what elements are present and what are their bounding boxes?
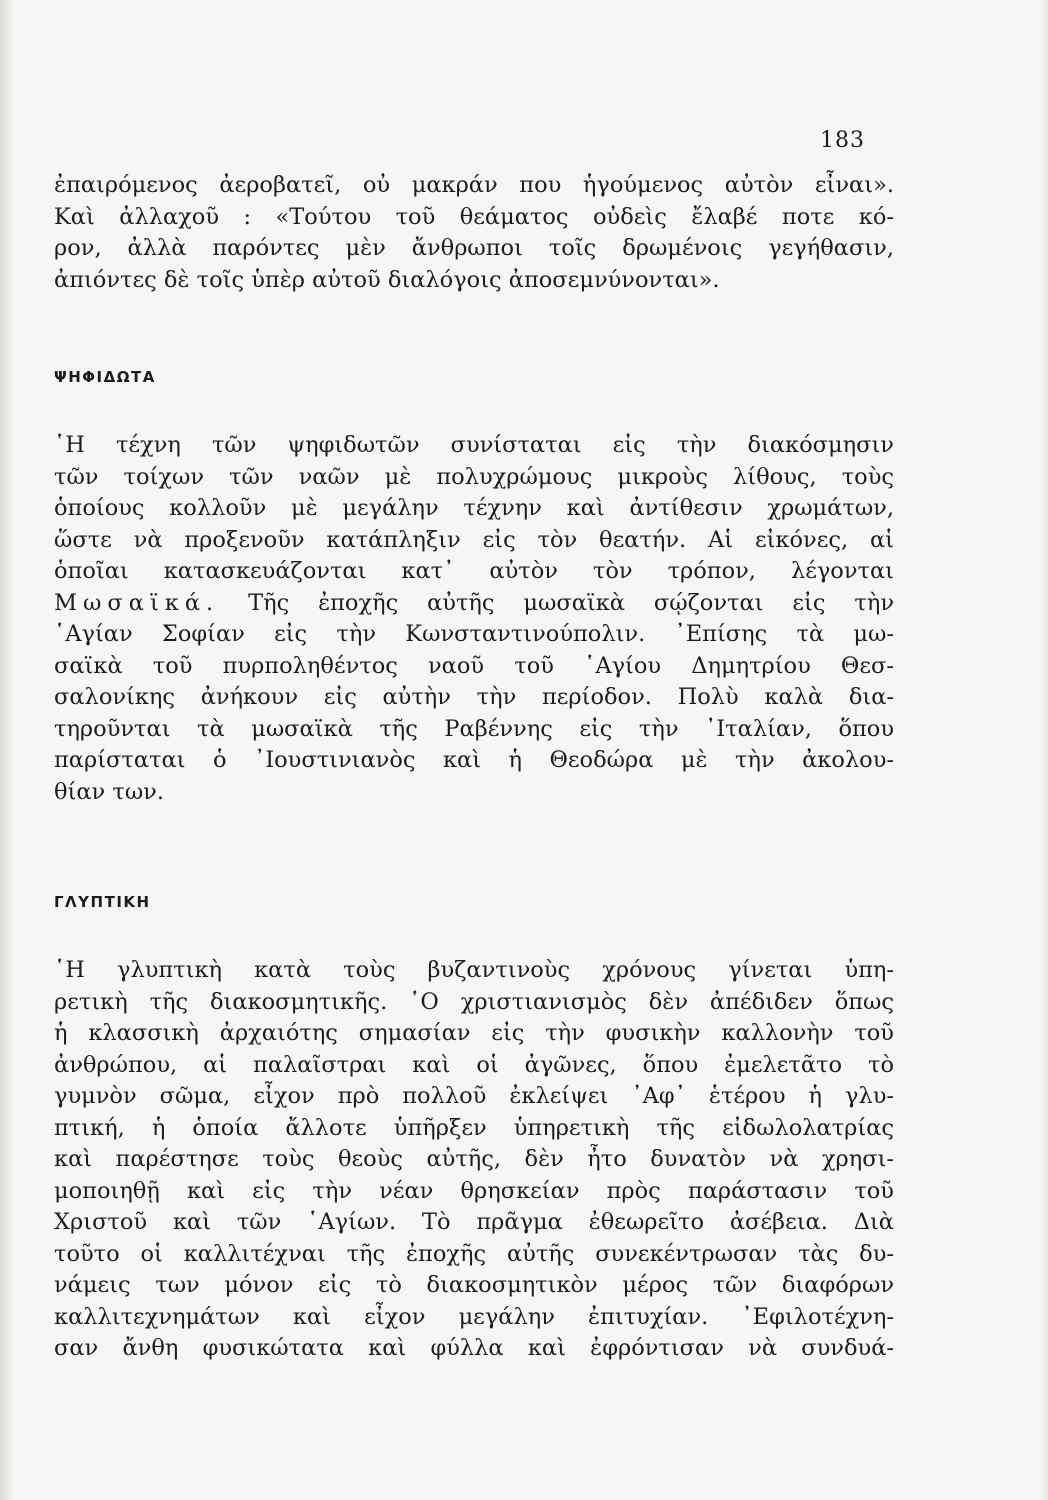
page-number: 183 bbox=[820, 128, 865, 153]
text-line: ῾Η τέχνη τῶν ψηφιδωτῶν συνίσταται εἰς τὴν διακόσμησιν bbox=[54, 432, 894, 458]
text-line: σαϊκὰ τοῦ πυρποληθέντος ναοῦ τοῦ ῾Αγίου Δημητρίου Θεσ- bbox=[54, 652, 894, 679]
section-heading-mosaics: ΨΗΦΙΔΩΤΑ bbox=[54, 368, 156, 386]
text-line: Καὶ ἀλλαχοῦ : «Τούτου τοῦ θεάματος οὐδεὶς ἔλαβέ ποτε κό- bbox=[54, 203, 894, 230]
text-line: ἀπιόντες δὲ τοῖς ὑπὲρ αὐτοῦ διαλόγοις ἀποσεμνύνονται». bbox=[54, 266, 720, 293]
text-line: σαλονίκης ἀνήκουν εἰς αὐτὴν τὴν περίοδον. Πολὺ καλὰ δια- bbox=[54, 684, 894, 710]
text-line: ἐπαιρόμενος ἀεροβατεῖ, οὐ μακράν που ἡγούμενος αὐτὸν εἶναι». bbox=[54, 172, 894, 198]
text-line: ὥστε νὰ προξενοῦν κατάπληξιν εἰς τὸν θεατήν. Αἱ εἰκόνες, αἱ bbox=[54, 526, 894, 553]
section-heading-sculpture: ΓΛΥΠΤΙΚΗ bbox=[54, 893, 151, 911]
text-line: θίαν των. bbox=[54, 778, 165, 805]
text-line: Χριστοῦ καὶ τῶν ῾Αγίων. Τὸ πρᾶγμα ἐθεωρεῖτο ἀσέβεια. Διὰ bbox=[54, 1209, 894, 1235]
text-segment: Τῆς ἐποχῆς αὐτῆς μωσαϊκὰ σῴζονται εἰς τὴν bbox=[219, 589, 894, 616]
mosaics-paragraph bbox=[54, 430, 894, 808]
binding-shadow bbox=[0, 0, 14, 1500]
text-line: τηροῦνται τὰ μωσαϊκὰ τῆς Ραβέννης εἰς τὴν ᾿Ιταλίαν, ὅπου bbox=[54, 715, 894, 742]
text-line: ὁποῖαι κατασκευάζονται κατ᾿ αὐτὸν τὸν τρόπον, λέγονται bbox=[54, 558, 894, 584]
text-line: ῾Αγίαν Σοφίαν εἰς τὴν Κωνσταντινούπολιν. ᾿Επίσης τὰ μω- bbox=[54, 621, 894, 647]
intro-paragraph bbox=[54, 170, 894, 296]
text-line: τοῦτο οἱ καλλιτέχναι τῆς ἐποχῆς αὐτῆς συνεκέντρωσαν τὰς δυ- bbox=[54, 1240, 894, 1267]
text-line: παρίσταται ὁ ᾿Ιουστινιανὸς καὶ ἡ Θεοδώρα μὲ τὴν ἀκολου- bbox=[54, 747, 894, 773]
text-line: ἡ κλασσικὴ ἀρχαιότης σημασίαν εἰς τὴν φυσικὴν καλλονὴν τοῦ bbox=[54, 1020, 894, 1046]
text-line: ρετικὴ τῆς διακοσμητικῆς. ῾Ο χριστιανισμὸς δὲν ἀπέδιδεν ὅπως bbox=[54, 988, 894, 1015]
text-line: ἀνθρώπου, αἱ παλαῖστραι καὶ οἱ ἀγῶνες, ὅπου ἐμελετᾶτο τὸ bbox=[54, 1051, 894, 1078]
text-line: ὁποίους κολλοῦν μὲ μεγάλην τέχνην καὶ ἀντίθεσιν χρωμάτων, bbox=[54, 495, 894, 521]
text-line: τῶν τοίχων τῶν ναῶν μὲ πολυχρώμους μικροὺς λίθους, τοὺς bbox=[54, 463, 894, 490]
text-line: καὶ παρέστησε τοὺς θεοὺς αὐτῆς, δὲν ἦτο δυνατὸν νὰ χρησι- bbox=[54, 1146, 894, 1172]
text-line: πτική, ἡ ὁποία ἄλλοτε ὑπῆρξεν ὑπηρετικὴ τῆς εἰδωλολατρίας bbox=[54, 1114, 894, 1141]
text-line: γυμνὸν σῶμα, εἶχον πρὸ πολλοῦ ἐκλείψει ᾿Αφ᾿ ἑτέρου ἡ γλυ- bbox=[54, 1083, 894, 1109]
text-line: καλλιτεχνημάτων καὶ εἶχον μεγάλην ἐπιτυχίαν. ᾿Εφιλοτέχνη- bbox=[54, 1303, 894, 1330]
sculpture-paragraph bbox=[54, 955, 894, 1365]
spaced-term: Μωσαϊκά. bbox=[54, 589, 220, 616]
text-line: μοποιηθῇ καὶ εἰς τὴν νέαν θρησκείαν πρὸς παράστασιν τοῦ bbox=[54, 1177, 894, 1204]
text-line: νάμεις των μόνον εἰς τὸ διακοσμητικὸν μέρος τῶν διαφόρων bbox=[54, 1272, 894, 1298]
text-line: σαν ἄνθη φυσικώτατα καὶ φύλλα καὶ ἐφρόντισαν νὰ συνδυά- bbox=[54, 1335, 894, 1361]
page-edge-shadow bbox=[1040, 0, 1048, 1500]
text-line: ῾Η γλυπτικὴ κατὰ τοὺς βυζαντινοὺς χρόνους γίνεται ὑπη- bbox=[54, 957, 894, 983]
text-line: ρον, ἀλλὰ παρόντες μὲν ἄνθρωποι τοῖς δρωμένοις γεγήθασιν, bbox=[54, 235, 894, 261]
text-line bbox=[54, 588, 894, 620]
